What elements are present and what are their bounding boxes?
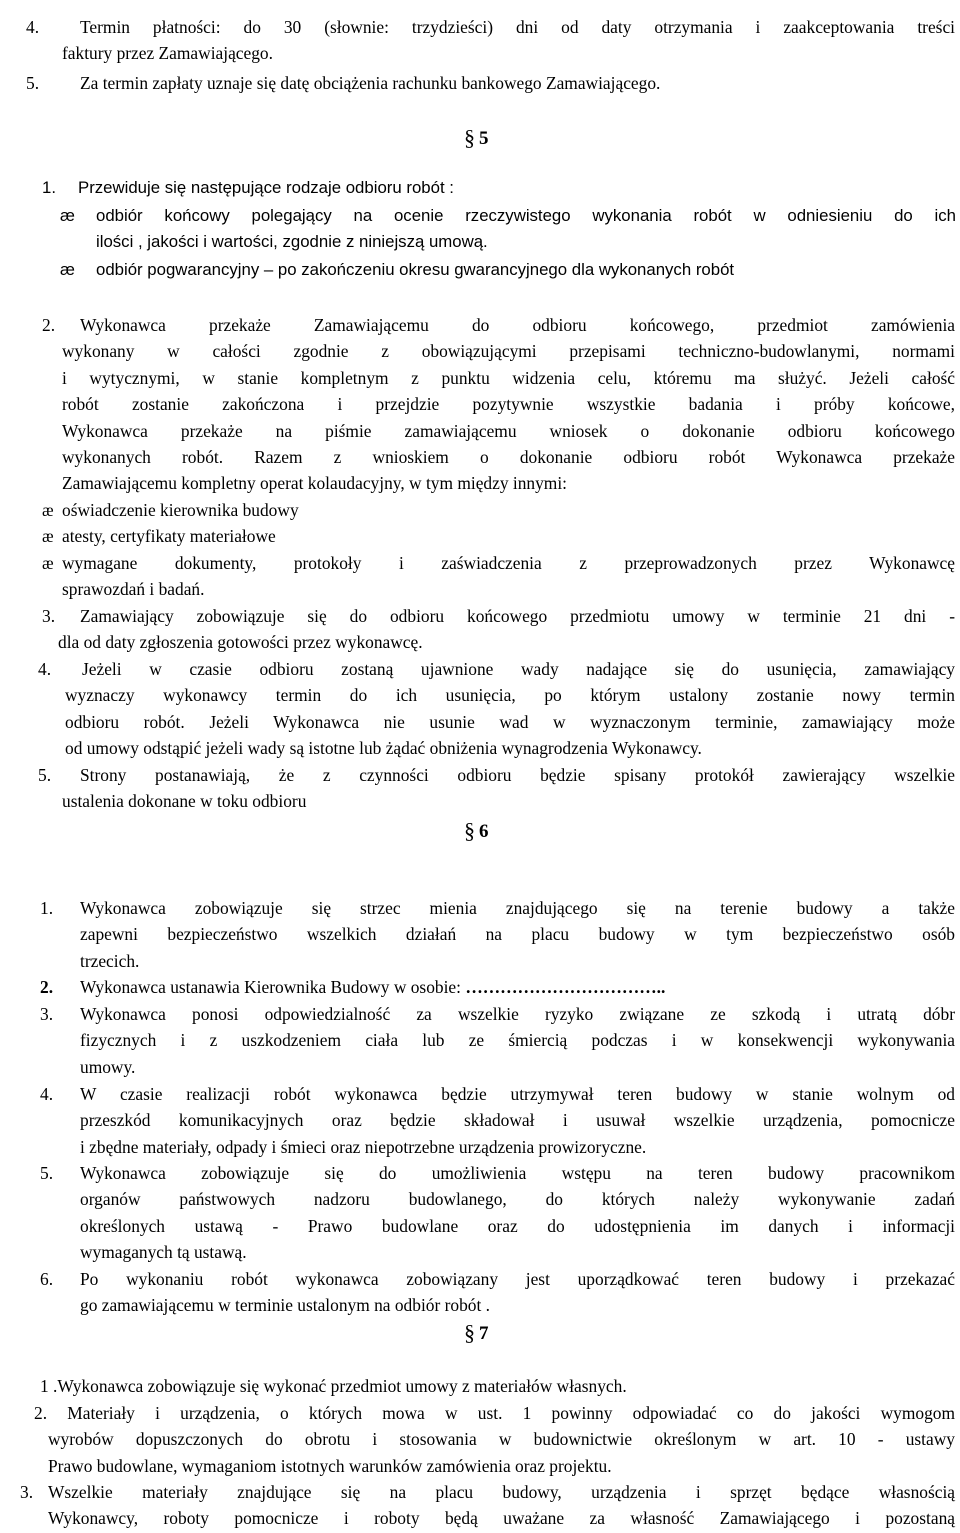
item-body (80, 1160, 955, 1266)
text-line: sprawozdań i badań. (62, 579, 205, 600)
item-number: 5. (38, 765, 52, 785)
text-line: Wszelkie materiały znajdujące się na placu budowy, urządzenia i sprzęt będące własnością (48, 1482, 955, 1502)
text-line: odbiór końcowy polegający na ocenie rzeczywistego wykonania robót w odniesieniu do ich (96, 206, 956, 225)
text-line: dla od daty zgłoszenia gotowości przez wykonawcę. (58, 632, 423, 653)
text-line: od umowy odstąpić jeżeli wady są istotne lub żądać obniżenia wynagrodzenia Wykonawcy. (65, 738, 702, 759)
item-number: 3. (20, 1482, 34, 1502)
item-number: 1. (40, 898, 54, 918)
item-text (80, 974, 665, 1000)
bullet-item (96, 203, 956, 256)
text-line: zapewni bezpieczeństwo wszelkich działań na placu budowy w tym bezpieczeństwo osób (80, 924, 955, 945)
item-text: 1 .Wykonawca zobowiązuje się wykonać przedmiot umowy z materiałów własnych. (40, 1376, 627, 1396)
text-line: wymagane dokumenty, protokoły i zaświadczenia z przeprowadzonych przez Wykonawcę (62, 553, 955, 573)
text-line: Wykonawcy, roboty pomocnicze i roboty będą uważane za własność Zamawiającego i pozostaną (48, 1508, 955, 1529)
section-number: 7 (479, 1323, 489, 1344)
text-line: ilości , jakości i wartości, zgodnie z niniejszą umową. (96, 232, 488, 252)
placeholder-dots: …………………………….. (465, 977, 666, 997)
text-line: Strony postanawiają, że z czynności odbioru będzie spisany protokół zawierający wszelkie (80, 765, 955, 785)
item-body (34, 1400, 955, 1479)
section-heading-6 (464, 818, 489, 845)
item-number: 3. (42, 606, 56, 626)
section-heading-7 (464, 1320, 489, 1347)
text-line: wymaganych tą ustawą. (80, 1242, 247, 1263)
text-line: Zamawiającemu kompletny operat kolaudacyjny, w tym między innymi: (62, 473, 567, 494)
bullet-marker: æ (42, 553, 54, 573)
bullet-marker: æ (60, 260, 75, 279)
text-line: Termin płatności: do 30 (słownie: trzydzieści) dni od daty otrzymania i zaakceptowania treści (80, 17, 955, 37)
bullet-marker: æ (60, 206, 75, 225)
text-line: organów państwowych nadzoru budowlanego, do których należy wykonywanie zadań (80, 1189, 955, 1210)
text-line: Wykonawca zobowiązuje się strzec mienia znajdującego się na terenie budowy a także (80, 898, 955, 918)
item-number: 3. (40, 1004, 54, 1024)
text-line: umowy. (80, 1056, 136, 1077)
item-number: 4. (40, 1084, 54, 1104)
text-line: robót zostanie zakończona i przejdzie pozytywnie wszystkie badania i próby końcowe, (62, 394, 955, 415)
text-line: Prawo budowlane, wymaganiom istotnych warunków zamówienia oraz projektu. (48, 1455, 612, 1476)
text-line: odbioru robót. Jeżeli Wykonawca nie usunie wad w wyznaczonym terminie, zamawiający może (65, 711, 955, 732)
text-line: Jeżeli w czasie odbioru zostaną ujawnione wady nadające się do usunięcia, zamawiający (82, 659, 955, 679)
text-line: fizycznych i z uszkodzeniem ciała lub ze śmiercią podczas i w konsekwencji wykonywania (80, 1030, 955, 1051)
text-line: ustalenia dokonane w toku odbioru (62, 791, 307, 812)
item-body (58, 603, 955, 656)
item-body (80, 1266, 955, 1319)
text-line: wykonanych robót. Razem z wnioskiem o dokonanie odbioru robót Wykonawca przekaże (62, 447, 955, 468)
bullet-item (62, 550, 955, 603)
text-line: wyznaczy wykonawcy termin do ich usunięcia, po którym ustalony zostanie nowy termin (65, 685, 955, 706)
section-number: 5 (479, 128, 489, 149)
item-body (80, 895, 955, 974)
item-body (48, 1479, 955, 1532)
text-line: go zamawiającemu w terminie ustalonym na odbiór robót . (80, 1295, 491, 1316)
text-line: wyrobów dopuszczonych do obrotu i stosowania w budownictwie określonym w art. 10 - ustawy (48, 1429, 955, 1450)
text-line: Po wykonaniu robót wykonawca zobowiązany jest uporządkować teren budowy i przekazać (80, 1269, 955, 1289)
text-line: faktury przez Zamawiającego. (62, 43, 273, 64)
item-body (80, 1081, 955, 1160)
text-line: Wykonawca zobowiązuje się do umożliwienia wstępu na teren budowy pracownikom (80, 1163, 955, 1183)
item-body (80, 1001, 955, 1080)
item-number: 2. (42, 315, 56, 335)
bullet-marker: æ (42, 500, 54, 520)
s4-item5-text: Za termin zapłaty uznaje się datę obciążenia rachunku bankowego Zamawiającego. (80, 73, 661, 93)
item-intro: Przewiduje się następujące rodzaje odbioru robót : (78, 178, 454, 197)
text-line: Wykonawca ponosi odpowiedzialność za wszelkie ryzyko związane ze szkodą i utratą dóbr (80, 1004, 955, 1024)
text-line: Wykonawca przekaże Zamawiającemu do odbioru końcowego, przedmiot zamówienia (80, 315, 955, 335)
text-line: Wykonawca przekaże na piśmie zamawiającemu wniosek o dokonanie odbioru końcowego (62, 420, 955, 441)
bullet-item: oświadczenie kierownika budowy (62, 500, 299, 520)
item-number: 1. (42, 178, 56, 197)
bullet-marker: æ (42, 526, 54, 546)
text-line: i wytycznymi, w stanie kompletnym z punktu widzenia celu, któremu ma służyć. Jeżeli całość (62, 367, 955, 388)
text-line: W czasie realizacji robót wykonawca będzie utrzymywał teren budowy w stanie wolnym od (80, 1084, 955, 1104)
text-line: Zamawiający zobowiązuje się do odbioru końcowego przedmiotu umowy w terminie 21 dni - (80, 606, 955, 626)
item-number: 2. (40, 977, 54, 997)
text-line: 2. Materiały i urządzenia, o których mowa w ust. 1 powinny odpowiadać co do jakości wymogom (34, 1403, 955, 1423)
item-body (62, 312, 955, 497)
text-line: trzecich. (80, 950, 140, 971)
item-number: 6. (40, 1269, 54, 1289)
section-symbol: § (464, 125, 475, 150)
section-symbol: § (464, 818, 475, 843)
item-number: 5. (40, 1163, 54, 1183)
s4-item4-text (62, 14, 955, 67)
item-number: 4. (26, 17, 40, 37)
text-line: przeszkód komunikacyjnych oraz będzie składował i usuwał wszelkie urządzenia, pomocnicze (80, 1110, 955, 1131)
text-line: i zbędne materiały, odpady i śmieci oraz niepotrzebne urządzenia prowizoryczne. (80, 1136, 647, 1157)
bullet-item: atesty, certyfikaty materiałowe (62, 526, 276, 546)
item-number: 5. (26, 73, 40, 93)
item-number: 4. (38, 659, 52, 679)
text-line: Wykonawca ustanawia Kierownika Budowy w osobie: (80, 977, 466, 997)
text-line: wykonany w całości zgodnie z obowiązującymi przepisami techniczno-budowlanymi, normami (62, 341, 955, 362)
item-body (65, 656, 955, 762)
section-number: 6 (479, 821, 489, 842)
text-line: określonych ustawą - Prawo budowlane oraz do udostępnienia im danych i informacji (80, 1215, 955, 1236)
item-body (62, 762, 955, 815)
section-symbol: § (464, 1320, 475, 1345)
section-heading-5 (464, 125, 489, 152)
bullet-item: odbiór pogwarancyjny – po zakończeniu okresu gwarancyjnego dla wykonanych robót (96, 260, 735, 279)
